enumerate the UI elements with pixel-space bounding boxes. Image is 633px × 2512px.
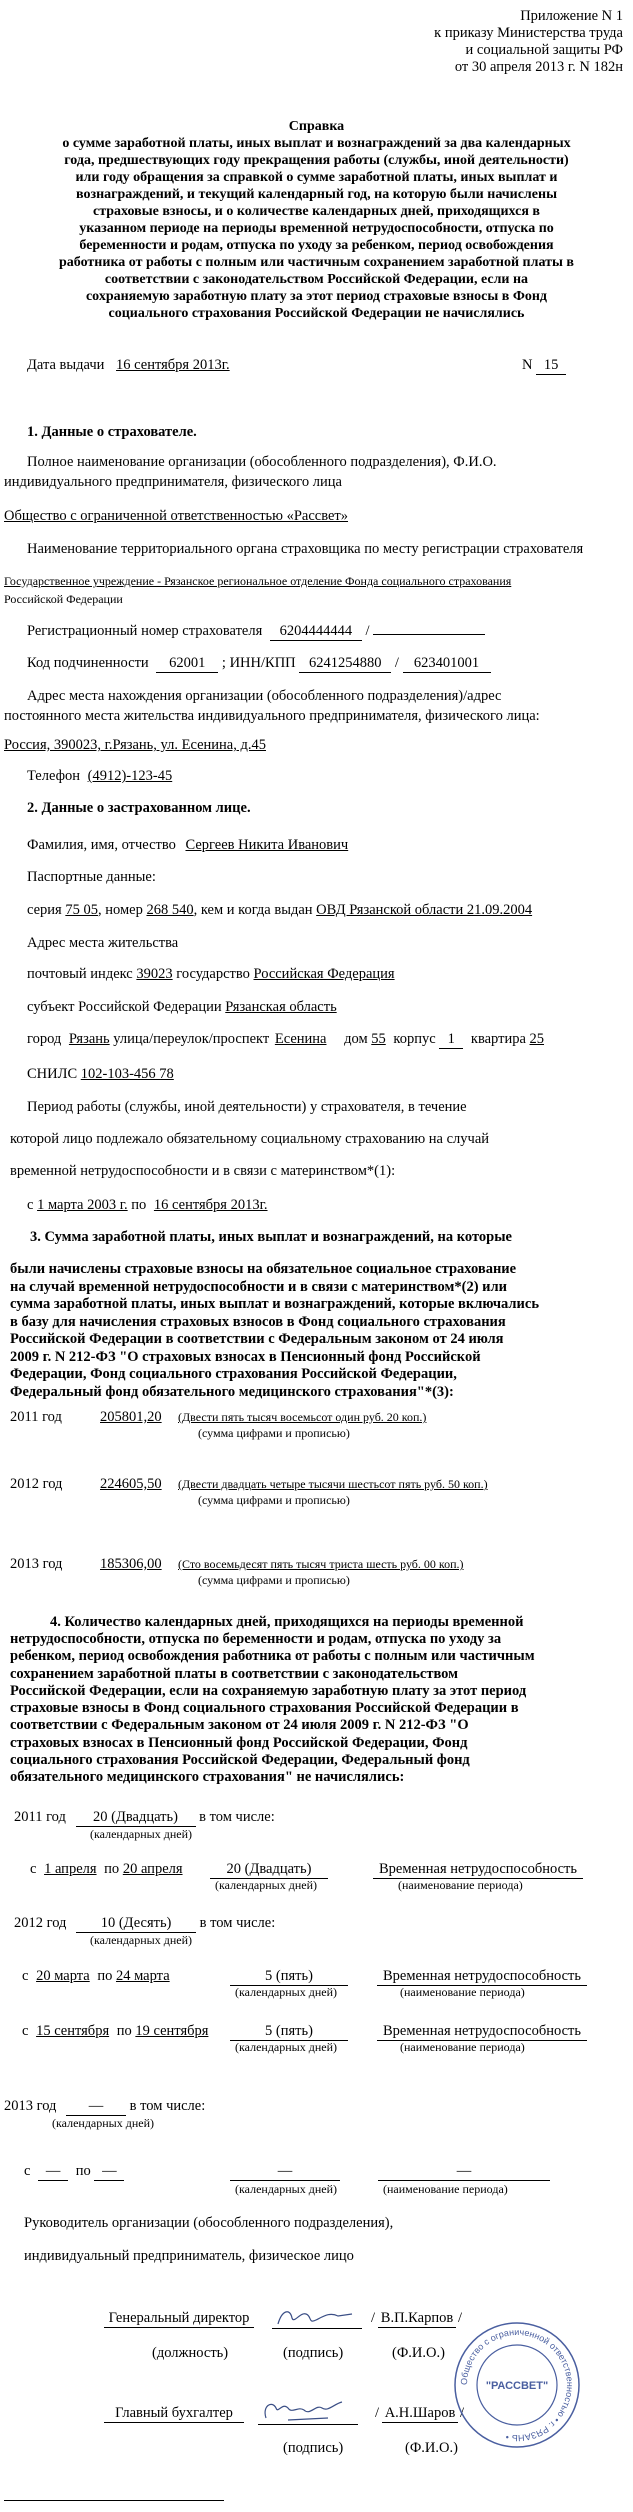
- s4-period-2-row: [22, 1968, 170, 1985]
- period-from-value: 1 марта 2003 г.: [37, 1197, 128, 1213]
- s4-line: Российской Федерации, если на сохраняемую заработную плату за этот период: [10, 1682, 527, 1699]
- s4-p3-name-caption: (наименование периода): [400, 2040, 525, 2054]
- s3-caption-2012: (сумма цифрами и прописью): [198, 1493, 350, 1507]
- org-label-1: Полное наименование организации (обособленного подразделения), Ф.И.О.: [27, 454, 497, 470]
- subject-value: Рязанская область: [225, 999, 337, 1015]
- s4-days-2013: —: [66, 2098, 126, 2116]
- street-label: улица/переулок/проспект: [113, 1031, 270, 1047]
- korpus-label: корпус: [393, 1031, 436, 1047]
- flat-label: квартира: [470, 1031, 526, 1047]
- period-line-3: временной нетрудоспособности и в связи с материнством*(1):: [10, 1163, 396, 1179]
- phone-label: Телефон: [27, 768, 80, 784]
- title-line: о сумме заработной платы, иных выплат и вознаграждений за два календарных: [62, 136, 571, 151]
- snils-row: [27, 1066, 174, 1083]
- s4-year-2012: 2012 год: [14, 1915, 67, 1931]
- issue-number-label: N: [522, 357, 533, 373]
- director-signature-mark: [272, 2306, 362, 2328]
- issue-number-row: [522, 357, 566, 375]
- bottom-rule: [4, 2500, 224, 2501]
- s4-p1-name: Временная нетрудоспособность: [373, 1861, 583, 1879]
- issue-date-value: 16 сентября 2013г.: [116, 357, 230, 373]
- addr-label-2: постоянного места жительства индивидуального предпринимателя, физического лица:: [4, 708, 540, 724]
- issue-date-row: [27, 357, 230, 374]
- reg-number-label: Регистрационный номер страхователя: [27, 623, 263, 639]
- s4-line: ребенком, период освобождения работника от работы с полным или частичным: [10, 1648, 535, 1665]
- section-2-heading: 2. Данные о застрахованном лице.: [27, 800, 251, 816]
- s3-amount-2012: 224605,50: [100, 1476, 162, 1492]
- s3-line: Федерации, Фонд социального страхования Российской Федерации,: [10, 1366, 457, 1382]
- sub-code-value: 62001: [156, 655, 218, 673]
- house-value: 55: [371, 1031, 386, 1047]
- accountant-slash-1: /: [375, 2405, 380, 2421]
- section-3-text: [10, 1261, 630, 1401]
- s3-line: были начислены страховые взносы на обязательное социальное страхование: [10, 1261, 517, 1277]
- title-line: вознаграждений, и текущий календарный год, на которую были начислены: [75, 187, 557, 202]
- s4-p1-from-label: с: [30, 1861, 37, 1877]
- title-line: работника от работы с полным или частичным сохранением заработной платы в: [59, 255, 574, 270]
- stamp-center-text: "РАССВЕТ": [485, 2380, 549, 2392]
- s4-p3-from-label: с: [22, 2023, 29, 2039]
- street-value: Есенина: [274, 1031, 327, 1047]
- s3-caption-2013: (сумма цифрами и прописью): [198, 1573, 350, 1587]
- director-slash-2: /: [458, 2310, 463, 2326]
- title-line: беременности и родам, отпуска по уходу за ребенком, период освобождения: [79, 238, 554, 253]
- addr-label-1: Адрес места нахождения организации (обособленного подразделения)/адрес: [27, 688, 502, 704]
- s4-year-2012-row: [14, 1915, 275, 1933]
- title-line: сохраняемую заработную плату за этот период страховые взносы в Фонд: [85, 289, 548, 304]
- s4-p1-to-label: по: [104, 1861, 120, 1877]
- s3-line: сумма заработной платы, иных выплат и вознаграждений, которые включались: [10, 1296, 540, 1312]
- caption-signature-1: (подпись): [283, 2345, 344, 2361]
- s4-p4-cal-caption: (календарных дней): [235, 2182, 337, 2196]
- s4-period-3-row: [22, 2023, 208, 2040]
- s4-p2-name-caption: (наименование периода): [400, 1985, 525, 1999]
- subject-label: субъект Российской Федерации: [27, 999, 222, 1015]
- s4-line: сохранением заработной платы в соответствии с законодательством: [10, 1665, 459, 1682]
- head-line-1: Руководитель организации (обособленного подразделения),: [24, 2215, 394, 2231]
- s4-p3-to: 19 сентября: [135, 2023, 209, 2039]
- company-stamp: [452, 2320, 582, 2450]
- terr-value-2: Российской Федерации: [4, 592, 123, 606]
- s4-p4-name: —: [378, 2163, 550, 2181]
- accountant-slash-2: /: [460, 2405, 465, 2421]
- s3-caption-2011: (сумма цифрами и прописью): [198, 1426, 350, 1440]
- director-name: В.П.Карпов: [378, 2310, 456, 2328]
- s4-period-1-row: [30, 1861, 183, 1878]
- residence-label: Адрес места жительства: [27, 935, 179, 951]
- section-3-heading: 3. Сумма заработной платы, иных выплат и вознаграждений, на которые: [30, 1229, 512, 1245]
- s3-line: на случай временной нетрудоспособности и в связи с материнством*(2) или: [10, 1278, 508, 1295]
- state-label: государство: [176, 966, 250, 982]
- org-label-2: индивидуального предпринимателя, физического лица: [4, 474, 342, 490]
- state-value: Российская Федерация: [253, 966, 395, 982]
- s3-line: в базу для начисления страховых взносов в Фонд социального страхования: [10, 1313, 506, 1330]
- s4-p2-days: 5 (пять): [230, 1968, 348, 1986]
- s4-incl-2012: в том числе:: [199, 1915, 276, 1931]
- s3-amount-2013: 185306,00: [100, 1556, 162, 1572]
- s4-incl-2011: в том числе:: [199, 1809, 275, 1825]
- accountant-name: А.Н.Шаров: [382, 2405, 458, 2423]
- s4-p3-to-label: по: [116, 2023, 132, 2039]
- director-signature: [272, 2306, 362, 2329]
- s4-p2-from-label: с: [22, 1968, 29, 1984]
- s3-year-2012: 2012 год: [10, 1476, 63, 1492]
- series-label: серия: [27, 902, 62, 918]
- s4-p3-days: 5 (пять): [230, 2023, 348, 2041]
- title-line: или году обращения за справкой о сумме заработной платы, иных выплат и: [75, 170, 558, 185]
- period-to-label: по: [131, 1197, 147, 1213]
- s4-p1-cal-caption: (календарных дней): [215, 1878, 317, 1892]
- s4-p4-to-label: по: [75, 2163, 91, 2179]
- document-title: [0, 118, 633, 322]
- title-heading: Справка: [288, 119, 345, 134]
- city-label: город: [27, 1031, 62, 1047]
- stamp-seal: [452, 2320, 582, 2450]
- s4-line: страховые взносы в Фонд социального страхования Российской Федерации в: [10, 1700, 519, 1717]
- inn-value: 6241254880: [299, 655, 391, 673]
- caption-fio-2: (Ф.И.О.): [405, 2440, 458, 2456]
- section-4-first-line: 4. Количество календарных дней, приходящихся на периоды временной: [50, 1614, 524, 1630]
- s4-line: нетрудоспособности, отпуска по беременности и родам, отпуска по уходу за: [10, 1631, 502, 1647]
- terr-label: Наименование территориального органа страховщика по месту регистрации страхователя: [27, 541, 584, 557]
- flat-value: 25: [529, 1031, 545, 1047]
- inn-label: ; ИНН/КПП: [221, 655, 296, 671]
- series-value: 75 05: [65, 902, 98, 918]
- s4-p2-name: Временная нетрудоспособность: [377, 1968, 587, 1986]
- sub-code-row: [27, 655, 491, 673]
- s4-period-4-row: [24, 2163, 124, 2181]
- fio-label: Фамилия, имя, отчество: [27, 837, 176, 853]
- appendix-block: [434, 8, 623, 76]
- kpp-value: 623401001: [403, 655, 491, 673]
- s4-year-2013-row: [4, 2098, 205, 2116]
- s3-line: Федеральный фонд обязательного медицинского страхования"*(3):: [10, 1383, 454, 1400]
- s3-year-2011: 2011 год: [10, 1409, 62, 1425]
- section-1-heading: 1. Данные о страхователе.: [27, 424, 197, 440]
- kpp-sep: /: [394, 655, 399, 671]
- phone-value: (4912)-123-45: [87, 768, 173, 784]
- s4-incl-2013: в том числе:: [129, 2098, 206, 2114]
- reg-number-sep: /: [365, 623, 370, 639]
- zip-value: 39023: [136, 966, 173, 982]
- appendix-line-1: Приложение N 1: [520, 8, 623, 24]
- s4-p2-to: 24 марта: [115, 1968, 170, 1984]
- korpus-value: 1: [439, 1031, 463, 1049]
- zip-label: почтовый индекс: [27, 966, 133, 982]
- reg-number-extra: [373, 634, 485, 635]
- s4-p3-cal-caption: (календарных дней): [235, 2040, 337, 2054]
- s4-p1-days: 20 (Двадцать): [210, 1861, 328, 1879]
- s4-p3-name: Временная нетрудоспособность: [377, 2023, 587, 2041]
- s4-p1-to: 20 апреля: [122, 1861, 183, 1877]
- title-line: социального страхования Российской Федерации не начислялись: [108, 306, 525, 321]
- issued-value: ОВД Рязанской области 21.09.2004: [316, 902, 533, 918]
- s3-words-2012: (Двести двадцать четыре тысячи шестьсот пять руб. 50 коп.): [178, 1477, 488, 1491]
- s4-p2-cal-caption: (календарных дней): [235, 1985, 337, 1999]
- caption-signature-2: (подпись): [283, 2440, 344, 2456]
- appendix-line-3: и социальной защиты РФ: [465, 42, 623, 58]
- title-line: страховые взносы, и о количестве календарных дней, приходящихся в: [93, 204, 540, 219]
- s4-year-2011: 2011 год: [14, 1809, 66, 1825]
- passport-row: [27, 902, 532, 919]
- s4-line: социального страхования Российской Федерации, Федеральный фонд: [10, 1752, 470, 1769]
- s3-amount-2011: 205801,20: [100, 1409, 162, 1425]
- appendix-line-4: от 30 апреля 2013 г. N 182н: [454, 59, 623, 75]
- sub-code-label: Код подчиненности: [27, 655, 149, 671]
- s4-line: соответствии с Федеральным законом от 24 июля 2009 г. N 212-ФЗ "О: [10, 1717, 469, 1734]
- caption-position: (должность): [152, 2345, 229, 2361]
- caption-fio-1: (Ф.И.О.): [392, 2345, 445, 2361]
- director-slash-1: /: [371, 2310, 376, 2326]
- accountant-signature: [258, 2398, 358, 2425]
- s3-words-2011: (Двести пять тысяч восемьсот один руб. 20 коп.): [178, 1410, 427, 1424]
- s4-p4-name-caption: (наименование периода): [383, 2182, 508, 2196]
- snils-value: 102-103-456 78: [80, 1066, 174, 1082]
- terr-value-1: Государственное учреждение - Рязанское региональное отделение Фонда социального страхования: [4, 574, 512, 588]
- period-line-2: которой лицо подлежало обязательному социальному страхованию на случай: [10, 1131, 490, 1147]
- stamp-ring-path: Общество с ограниченной ответственностью • г. РЯЗАНЬ •: [458, 2326, 576, 2444]
- s4-year-2013: 2013 год: [4, 2098, 57, 2114]
- subject-row: [27, 999, 337, 1016]
- phone-row: [27, 768, 172, 785]
- addr-value: Россия, 390023, г.Рязань, ул. Есенина, д.45: [4, 737, 266, 753]
- zip-row: [27, 966, 395, 983]
- s4-cal-days-2011: (календарных дней): [90, 1827, 192, 1841]
- period-from-label: с: [27, 1197, 34, 1213]
- s4-line: страховых взносах в Пенсионный фонд Российской Федерации, Фонд: [10, 1734, 468, 1751]
- period-line-1: Период работы (службы, иной деятельности) у страхователя, в течение: [27, 1099, 467, 1115]
- issue-number-value: 15: [536, 357, 566, 375]
- period-dates-row: [27, 1197, 268, 1214]
- s4-cal-days-2012: (календарных дней): [90, 1933, 192, 1947]
- s4-p4-to: —: [94, 2163, 124, 2181]
- number-label: , номер: [97, 902, 143, 918]
- city-row: [27, 1031, 544, 1049]
- fio-value: Сергеев Никита Иванович: [185, 837, 349, 853]
- number-value: 268 540: [146, 902, 194, 918]
- accountant-signature-mark: [258, 2398, 358, 2424]
- s4-year-2011-row: [14, 1809, 275, 1827]
- s4-p3-from: 15 сентября: [36, 2023, 110, 2039]
- fio-row: [27, 837, 348, 854]
- s3-line: Российской Федерации в соответствии с Федеральным законом от 24 июля: [10, 1331, 504, 1347]
- s4-p2-to-label: по: [97, 1968, 113, 1984]
- s4-p2-from: 20 марта: [36, 1968, 90, 1984]
- issue-date-label: Дата выдачи: [27, 357, 105, 373]
- s4-p4-from: —: [38, 2163, 68, 2181]
- s4-p1-name-caption: (наименование периода): [398, 1878, 523, 1892]
- director-title: Генеральный директор: [104, 2310, 254, 2328]
- period-to-value: 16 сентября 2013г.: [153, 1197, 268, 1213]
- city-value: Рязань: [68, 1031, 110, 1047]
- house-label: дом: [344, 1031, 368, 1047]
- issued-label: , кем и когда выдан: [193, 902, 313, 918]
- s3-year-2013: 2013 год: [10, 1556, 63, 1572]
- s4-line: обязательного медицинского страхования" не начислялись:: [10, 1769, 405, 1786]
- s3-line: 2009 г. N 212-ФЗ "О страховых взносах в Пенсионный фонд Российской: [10, 1348, 481, 1365]
- head-line-2: индивидуальный предприниматель, физическое лицо: [24, 2248, 354, 2264]
- title-line: года, предшествующих году прекращения работы (службы, иной деятельности): [64, 153, 569, 168]
- s3-words-2013: (Сто восемьдесят пять тысяч триста шесть руб. 00 коп.): [178, 1557, 464, 1571]
- title-line: указанном периоде на периоды временной нетрудоспособности, отпуска по: [79, 221, 554, 236]
- accountant-title: Главный бухгалтер: [104, 2405, 244, 2423]
- reg-number-value: 6204444444: [270, 623, 362, 641]
- passport-label: Паспортные данные:: [27, 869, 156, 885]
- snils-label: СНИЛС: [27, 1066, 78, 1082]
- s4-days-2012: 10 (Десять): [76, 1915, 196, 1933]
- s4-p1-from: 1 апреля: [44, 1861, 97, 1877]
- s4-days-2011: 20 (Двадцать): [76, 1809, 196, 1827]
- s4-p4-days: —: [230, 2163, 340, 2181]
- section-4-text: [10, 1631, 630, 1787]
- s4-p4-from-label: с: [24, 2163, 31, 2179]
- appendix-line-2: к приказу Министерства труда: [434, 25, 623, 41]
- s4-cal-days-2013: (календарных дней): [52, 2116, 154, 2130]
- title-line: соответствии с законодательством Российской Федерации, если на: [104, 272, 529, 287]
- reg-number-row: [27, 623, 485, 641]
- org-name-value: Общество с ограниченной ответственностью «Рассвет»: [4, 508, 349, 524]
